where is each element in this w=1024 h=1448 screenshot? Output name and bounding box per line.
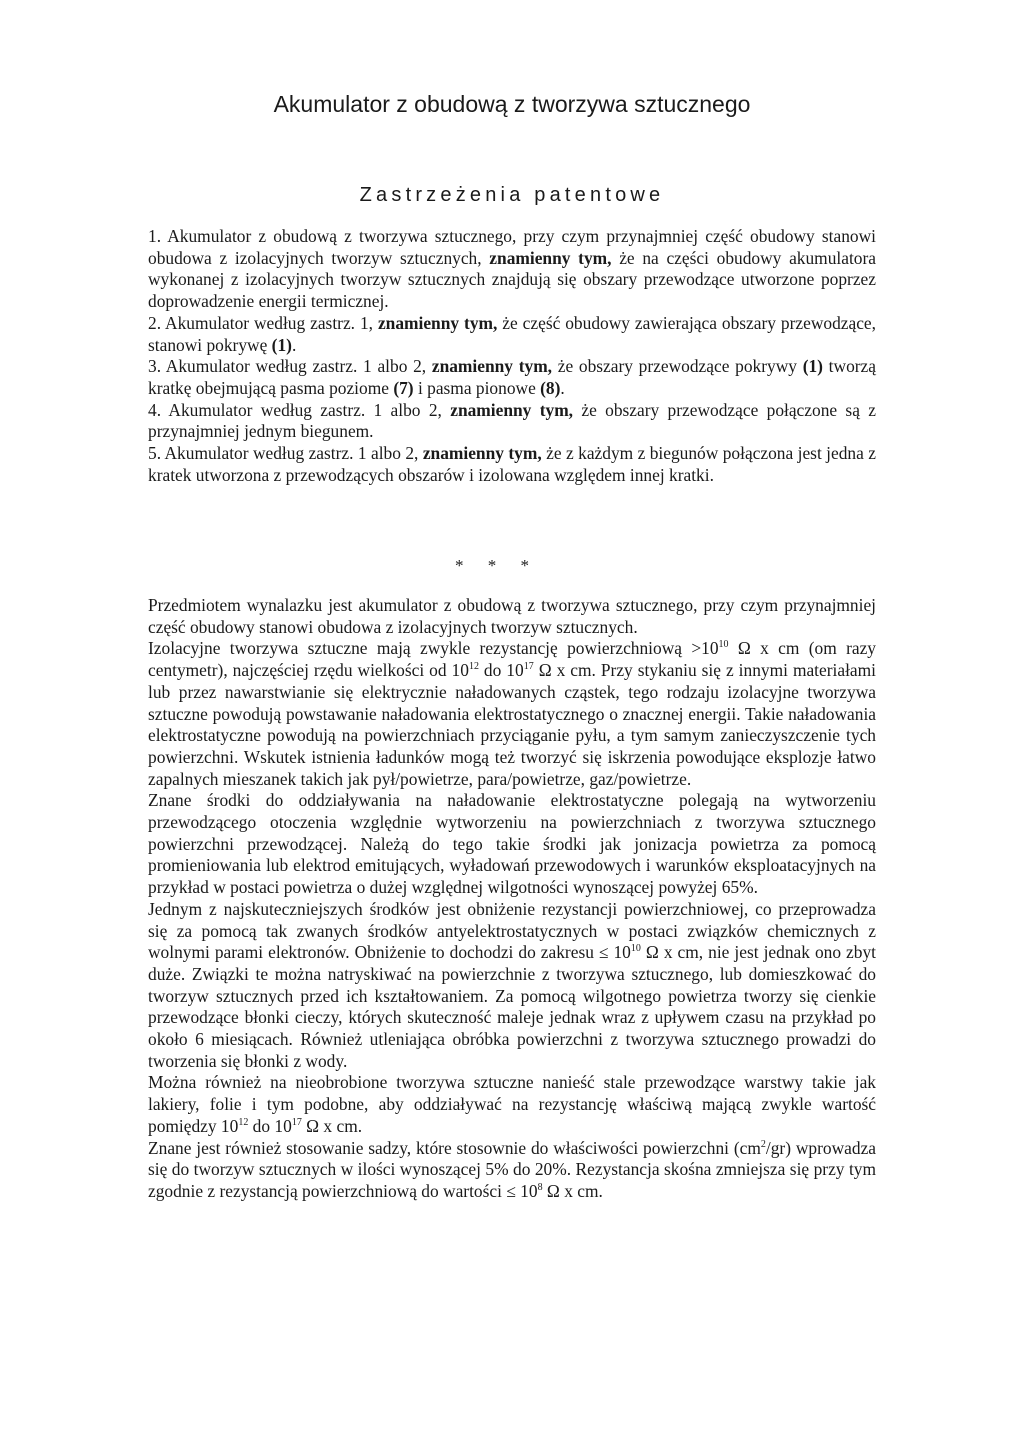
bold-term: znamienny tym,: [422, 443, 542, 464]
text-run: że na części obudowy akumulatora wykonanej z izolacyjnych tworzyw sztucznych znajdują się obszary przewodzące utworzone poprzez doprowadzenie energii termicznej.: [148, 247, 876, 312]
bold-term: (8): [540, 377, 561, 398]
text-run: Ω x cm.: [301, 1115, 363, 1136]
text-run: Ω x cm. Przy stykaniu się z innymi materiałami lub przez nawarstwianie się elektrycznie naładowanych cząstek, tego rodzaju izolacyjne tworzywa sztuczne powodują powstawanie naładowania elektrostatycznego o znacznej energii. Takie naładowania elektrostatyczne powodują na powierzchniach przyciąganie pyłu, a tym samym zanieczyszczenie tych powierzchni. Wskutek istnienia ładunków mogą też tworzyć się iskrzenia powodujące eksplozje łatwo zapalnych mieszanek takich jak pył/powietrze, para/powietrze, gaz/powietrze.: [148, 660, 876, 789]
bold-term: znamienny tym,: [431, 356, 553, 377]
bold-term: (7): [393, 377, 414, 398]
text-run: Można również na nieobrobione tworzywa sztuczne nanieść stale przewodzące warstwy takie jak lakiery, folie i tym podobne, aby oddziaływać na rezystancję właściwą mającą zwykle wartość pomiędzy 10: [148, 1072, 876, 1136]
description-section: [148, 595, 876, 1203]
text-run: Znane środki do oddziaływania na naładowanie elektrostatyczne polegają na wytworzeniu przewodzącego otoczenia względnie wytworzeniu na powierzchniach z tworzywa sztucznego powierzchni przewodzącej. Należą do tego takie środki jak jonizacja powietrza za pomocą promieniowania lub elektrod emitujących, wyładowań przewodowych i warunków eksploatacyjnych na przykład w postaci powietrza o dużej względnej wilgotności wynoszącej powyżej 65%.: [148, 790, 876, 898]
claim-item: [148, 313, 876, 356]
text-run: do 10: [248, 1115, 292, 1136]
claim-item: [148, 226, 876, 313]
description-paragraph: [148, 899, 876, 1073]
text-run: /gr) wprowadza się do tworzyw sztucznych w ilości wynoszącej 5% do 20%. Rezystancja skośna zmniejsza się przy tym zgodnie z rezystancją powierzchniową do wartości ≤ 10: [148, 1137, 877, 1201]
text-run: Akumulator według zastrz. 1 albo 2,: [161, 356, 432, 377]
text-run: Izolacyjne tworzywa sztuczne mają zwykle rezystancję powierzchniową >10: [148, 638, 719, 659]
claim-item: [148, 443, 876, 486]
text-run: że część obudowy zawierająca obszary przewodzące, stanowi pokrywę: [148, 312, 876, 355]
claim-number: 4.: [148, 399, 162, 420]
text-run: że z każdym z biegunów połączona jest jedna z kratek utworzona z przewodzących obszarów i izolowana względem innej kratki.: [148, 443, 876, 485]
claim-number: 3.: [148, 356, 162, 377]
claim-number: 2.: [148, 312, 162, 333]
text-run: że obszary przewodzące połączone są z przynajmniej jednym biegunem.: [148, 399, 876, 442]
text-run: .: [291, 334, 297, 355]
text-run: Jednym z najskuteczniejszych środków jest obniżenie rezystancji powierzchniowej, co przeprowadza się za pomocą tak zwanych środków antyelektrostatycznych w postaci związków chemicznych z wolnymi parami elektronów. Obniżenie to dochodzi do zakresu ≤ 10: [148, 898, 876, 963]
text-run: Znane jest również stosowanie sadzy, które stosownie do właściwości powierzchni (cm: [148, 1137, 761, 1158]
description-paragraph: [148, 1072, 876, 1137]
bold-term: znamienny tym,: [450, 399, 574, 420]
bold-term: znamienny tym,: [489, 247, 612, 268]
claim-item: [148, 400, 876, 443]
superscript-exponent: 12: [238, 1116, 249, 1128]
document-title: Akumulator z obudową z tworzywa sztucznego: [273, 91, 751, 117]
text-run: Akumulator według zastrz. 1 albo 2,: [161, 443, 423, 464]
claims-section: [148, 226, 876, 486]
superscript-exponent: 17: [523, 661, 534, 673]
text-run: tworzą kratkę obejmującą pasma poziome: [148, 356, 876, 398]
description-paragraph: [148, 790, 876, 899]
superscript-exponent: 2: [760, 1138, 766, 1150]
text-run: że obszary przewodzące pokrywy: [552, 356, 803, 377]
text-run: Akumulator według zastrz. 1,: [161, 312, 378, 333]
text-run: Przedmiotem wynalazku jest akumulator z obudową z tworzywa sztucznego, przy czym przynajmniej część obudowy stanowi obudowa z izolacyjnych tworzyw sztucznych.: [148, 595, 876, 637]
superscript-exponent: 17: [291, 1116, 302, 1128]
text-run: i pasma pionowe: [413, 377, 541, 398]
text-run: Ω x cm.: [542, 1180, 603, 1201]
superscript-exponent: 12: [468, 661, 479, 673]
text-run: do 10: [478, 660, 524, 681]
claim-number: 1.: [148, 226, 162, 246]
text-run: .: [560, 377, 565, 398]
text-run: Ω x cm (om razy centymetr), najczęściej rzędu wielkości od 10: [148, 638, 876, 681]
superscript-exponent: 10: [718, 639, 729, 651]
text-run: Ω x cm, nie jest jednak ono zbyt duże. Związki te można natryskiwać na powierzchnie z tworzywa sztucznego, lub domieszkować do tworzyw sztucznych przed ich kształtowaniem. Za pomocą wilgotnego powietrza tworzy się cienkie przewodzące błonki cieczy, których skuteczność maleje jednak wraz z upływem czasu na przykład po około 6 miesiącach. Również utleniająca obróbka powierzchni z tworzywa sztucznego prowadzi do tworzenia się błonki z wody.: [148, 942, 876, 1071]
description-paragraph: [148, 1138, 876, 1203]
superscript-exponent: 10: [630, 943, 641, 955]
description-paragraph: [148, 638, 876, 790]
claim-item: [148, 356, 876, 399]
bold-term: znamienny tym,: [377, 312, 498, 333]
bold-term: (1): [271, 334, 292, 355]
bold-term: (1): [802, 356, 823, 377]
superscript-exponent: 8: [537, 1181, 543, 1193]
text-run: Akumulator z obudową z tworzywa sztucznego, przy czym przynajmniej część obudowy stanowi obudowa z izolacyjnych tworzyw sztucznych,: [148, 226, 876, 268]
claim-number: 5.: [148, 443, 162, 464]
description-paragraph: [148, 595, 876, 638]
section-separator: * * *: [455, 556, 539, 575]
text-run: Akumulator według zastrz. 1 albo 2,: [161, 399, 451, 420]
claims-heading: Zastrzeżenia patentowe: [359, 184, 665, 206]
